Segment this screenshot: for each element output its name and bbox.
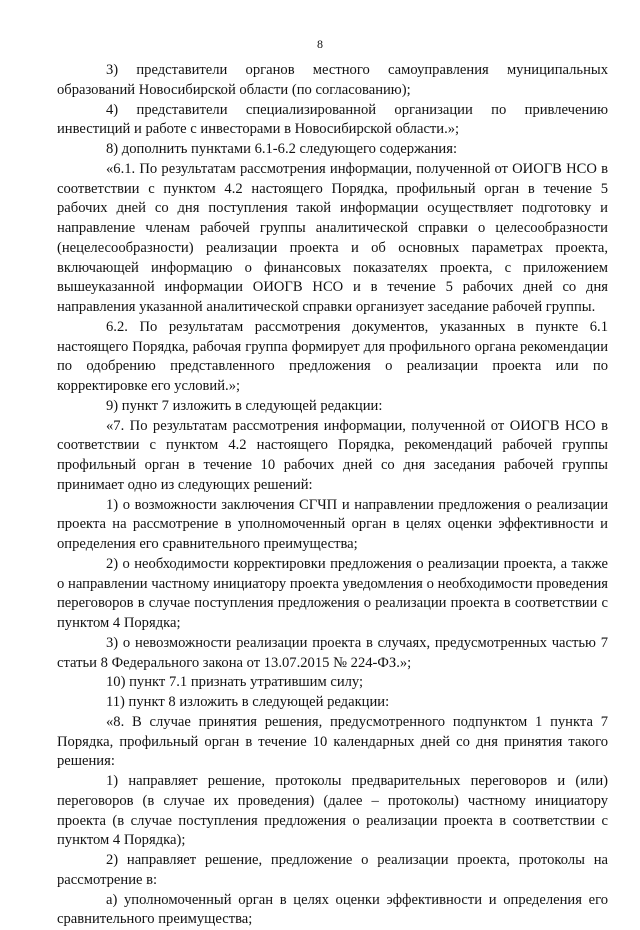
- paragraph: «6.1. По результатам рассмотрения информации, полученной от ОИОГВ НСО в соответствии с пунктом 4.2 настоящего Порядка, профильный орган в течение 5 рабочих дней со дня поступления такой информации осуществляет подготовку и направление членам рабочей группы аналитической справки о целесообразности (нецелесообразности) реализации проекта и об основных параметрах проекта, включающей информацию о финансовых показателях проекта, с приложением вышеуказанной информации ОИОГВ НСО и в течение 5 рабочих дней со дня направления указанной аналитической справки организует заседание рабочей группы.: [57, 160, 608, 318]
- paragraph: 10) пункт 7.1 признать утратившим силу;: [57, 673, 608, 693]
- paragraph: а) уполномоченный орган в целях оценки эффективности и определения его сравнительного преимущества;: [57, 891, 608, 930]
- paragraph: «8. В случае принятия решения, предусмотренного подпунктом 1 пункта 7 Порядка, профильный орган в течение 10 календарных дней со дня принятия такого решения:: [57, 713, 608, 772]
- document-body: [57, 61, 608, 930]
- paragraph: 1) о возможности заключения СГЧП и направлении предложения о реализации проекта на рассмотрение в уполномоченный орган в целях оценки эффективности и определения его сравнительного преимущества;: [57, 496, 608, 555]
- paragraph: 8) дополнить пунктами 6.1-6.2 следующего содержания:: [57, 140, 608, 160]
- paragraph: 3) о невозможности реализации проекта в случаях, предусмотренных частью 7 статьи 8 Федерального закона от 13.07.2015 № 224-ФЗ.»;: [57, 634, 608, 674]
- paragraph: «7. По результатам рассмотрения информации, полученной от ОИОГВ НСО в соответствии с пунктом 4.2 настоящего Порядка, рекомендаций рабочей группы профильный орган в течение 10 рабочих дней со дня заседания рабочей группы принимает одно из следующих решений:: [57, 417, 608, 496]
- page-number: 8: [0, 37, 640, 52]
- paragraph: 6.2. По результатам рассмотрения документов, указанных в пункте 6.1 настоящего Порядка, рабочая группа формирует для профильного органа рекомендации по одобрению представленного предложения о реализации проекта или по корректировке его условий.»;: [57, 318, 608, 397]
- paragraph: 2) о необходимости корректировки предложения о реализации проекта, а также о направлении частному инициатору проекта уведомления о необходимости проведения переговоров в случае поступления предложения о реализации проекта в соответствии с пунктом 4 Порядка;: [57, 555, 608, 634]
- paragraph: 1) направляет решение, протоколы предварительных переговоров и (или) переговоров (в случае их проведения) (далее – протоколы) частному инициатору проекта (в случае поступления предложения о реализации проекта в соответствии с пунктом 4 Порядка);: [57, 772, 608, 851]
- paragraph: 11) пункт 8 изложить в следующей редакции:: [57, 693, 608, 713]
- paragraph: 4) представители специализированной организации по привлечению инвестиций и работе с инвесторами в Новосибирской области.»;: [57, 101, 608, 141]
- paragraph: 2) направляет решение, предложение о реализации проекта, протоколы на рассмотрение в:: [57, 851, 608, 891]
- paragraph: 9) пункт 7 изложить в следующей редакции:: [57, 397, 608, 417]
- paragraph: 3) представители органов местного самоуправления муниципальных образований Новосибирской области (по согласованию);: [57, 61, 608, 101]
